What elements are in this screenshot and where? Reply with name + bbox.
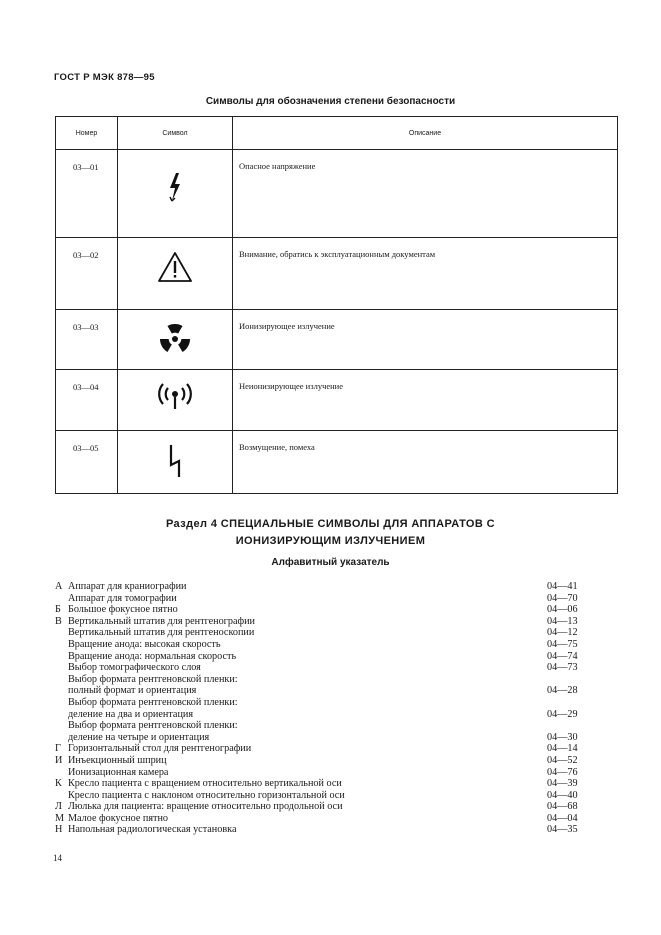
symbol-cell <box>118 238 233 310</box>
index-entry-code: 04—12 <box>547 627 578 639</box>
symbols-table <box>55 116 618 494</box>
table-header-row <box>56 117 618 150</box>
index-entry-text: Аппарат для краниографии <box>68 581 187 592</box>
symbol-number: 03—05 <box>56 431 118 494</box>
index-entry <box>55 674 587 686</box>
index-entry-text: Кресло пациента с наклоном относительно горизонтальной оси <box>68 789 345 801</box>
index-entry-code: 04—52 <box>547 754 578 766</box>
index-letter: Б <box>55 604 61 616</box>
index-entry-code: 04—29 <box>547 708 578 720</box>
section-title-line: Раздел 4 СПЕЦИАЛЬНЫЕ СИМВОЛЫ ДЛЯ АППАРАТОВ С <box>165 518 496 530</box>
table-row <box>56 370 618 431</box>
index-entry-code: 04—06 <box>547 604 578 616</box>
index-letter: А <box>55 581 63 592</box>
section-title <box>0 516 661 550</box>
symbol-cell <box>118 150 233 238</box>
index-entry <box>55 755 587 767</box>
index-entry-code: 04—70 <box>547 592 578 604</box>
index-entry <box>55 813 587 825</box>
table-title: Символы для обозначения степени безопасности <box>205 96 456 107</box>
index-entry <box>55 720 587 732</box>
symbol-number: 03—01 <box>56 150 118 238</box>
symbol-description: Возмущение, помеха <box>233 431 618 494</box>
index-entry-text: Выбор формата рентгеновской пленки: <box>68 696 238 708</box>
index-entry-code: 04—68 <box>547 801 578 813</box>
table-row <box>56 431 618 494</box>
table-row <box>56 238 618 310</box>
index-entry-code: 04—35 <box>547 824 578 836</box>
symbol-number: 03—04 <box>56 370 118 431</box>
index-entry <box>55 639 587 651</box>
index-entry-code: 04—73 <box>547 662 578 674</box>
index-entry <box>55 767 587 779</box>
index-entry-code: 04—41 <box>547 581 578 592</box>
index-title: Алфавитный указатель <box>271 557 390 568</box>
index-entry <box>55 732 587 744</box>
index-letter: Л <box>55 801 62 813</box>
index-entry-text: Выбор томографического слоя <box>68 662 201 674</box>
index-entry <box>55 685 587 697</box>
symbol-cell <box>118 310 233 370</box>
index-entry <box>55 790 587 802</box>
index-entry <box>55 778 587 790</box>
index-entry-code: 04—74 <box>547 650 578 662</box>
index-letter: К <box>55 778 62 790</box>
index-entry-text: Большое фокусное пятно <box>68 604 178 616</box>
index-entry-text: Аппарат для томографии <box>68 592 177 604</box>
index-entry-code: 04—40 <box>547 789 578 801</box>
column-header-symbol: Символ <box>118 117 233 150</box>
index-letter: И <box>55 754 63 766</box>
alphabetical-index <box>55 581 587 836</box>
index-letter: М <box>55 812 65 824</box>
index-entry-code: 04—14 <box>547 743 578 755</box>
index-entry-code: 04—30 <box>547 731 578 743</box>
index-entry-text: полный формат и ориентация <box>68 685 197 697</box>
warning-triangle-icon <box>157 251 193 283</box>
table-row <box>56 310 618 370</box>
index-entry-code: 04—04 <box>547 812 578 824</box>
index-entry-code: 04—39 <box>547 778 578 790</box>
index-entry-code: 04—13 <box>547 615 578 627</box>
index-entry-text: Вращение анода: нормальная скорость <box>68 650 237 662</box>
index-entry <box>55 662 587 674</box>
index-entry-code: 04—28 <box>547 685 578 697</box>
index-entry <box>55 697 587 709</box>
index-entry <box>55 604 587 616</box>
index-entry <box>55 616 587 628</box>
index-entry-text: Ионизационная камера <box>68 766 169 778</box>
symbol-description: Неионизирующее излучение <box>233 370 618 431</box>
index-entry-code: 04—75 <box>547 638 578 650</box>
index-entry <box>55 627 587 639</box>
index-entry-code: 04—76 <box>547 766 578 778</box>
non-ionizing-radiation-icon <box>157 382 193 412</box>
column-header-description: Описание <box>233 117 618 150</box>
symbol-cell <box>118 431 233 494</box>
index-entry <box>55 651 587 663</box>
index-entry <box>55 709 587 721</box>
index-entry-text: Выбор формата рентгеновской пленки: <box>68 673 238 685</box>
document-code: ГОСТ Р МЭК 878—95 <box>54 72 155 83</box>
index-entry-text: Кресло пациента с вращением относительно вертикальной оси <box>68 778 342 790</box>
index-entry-text: Вращение анода: высокая скорость <box>68 638 221 650</box>
index-entry-text: Малое фокусное пятно <box>68 812 169 824</box>
page-number: 14 <box>53 853 62 863</box>
index-entry <box>55 743 587 755</box>
index-entry <box>55 581 587 593</box>
symbol-description: Опасное напряжение <box>233 150 618 238</box>
index-entry-text: деление на четыре и ориентация <box>68 731 210 743</box>
symbol-cell <box>118 370 233 431</box>
index-letter: Г <box>55 743 61 755</box>
symbol-number: 03—03 <box>56 310 118 370</box>
index-entry <box>55 801 587 813</box>
index-entry-text: Выбор формата рентгеновской пленки: <box>68 720 238 732</box>
index-entry-text: Вертикальный штатив для рентгеноскопии <box>68 627 255 639</box>
index-entry <box>55 593 587 605</box>
symbol-description: Ионизирующее излучение <box>233 310 618 370</box>
index-entry-text: деление на два и ориентация <box>68 708 194 720</box>
index-entry-text: Горизонтальный стол для рентгенографии <box>68 743 252 755</box>
index-entry <box>55 824 587 836</box>
index-entry-text: Напольная радиологическая установка <box>68 824 237 836</box>
column-header-number: Номер <box>56 117 118 150</box>
section-title-line: ИОНИЗИРУЮЩИМ ИЗЛУЧЕНИЕМ <box>235 535 426 547</box>
table-row <box>56 150 618 238</box>
symbol-number: 03—02 <box>56 238 118 310</box>
index-entry-text: Вертикальный штатив для рентгенографии <box>68 615 255 627</box>
index-letter: В <box>55 615 62 627</box>
index-letter: Н <box>55 824 63 836</box>
lightning-bolt-icon <box>168 172 182 206</box>
interference-icon <box>167 443 183 479</box>
radiation-trefoil-icon <box>158 324 192 354</box>
index-entry-text: Инъекционный шприц <box>68 754 167 766</box>
index-entry-text: Люлька для пациента: вращение относительно продольной оси <box>68 801 343 813</box>
symbol-description: Внимание, обратись к эксплуатационным документам <box>233 238 618 310</box>
